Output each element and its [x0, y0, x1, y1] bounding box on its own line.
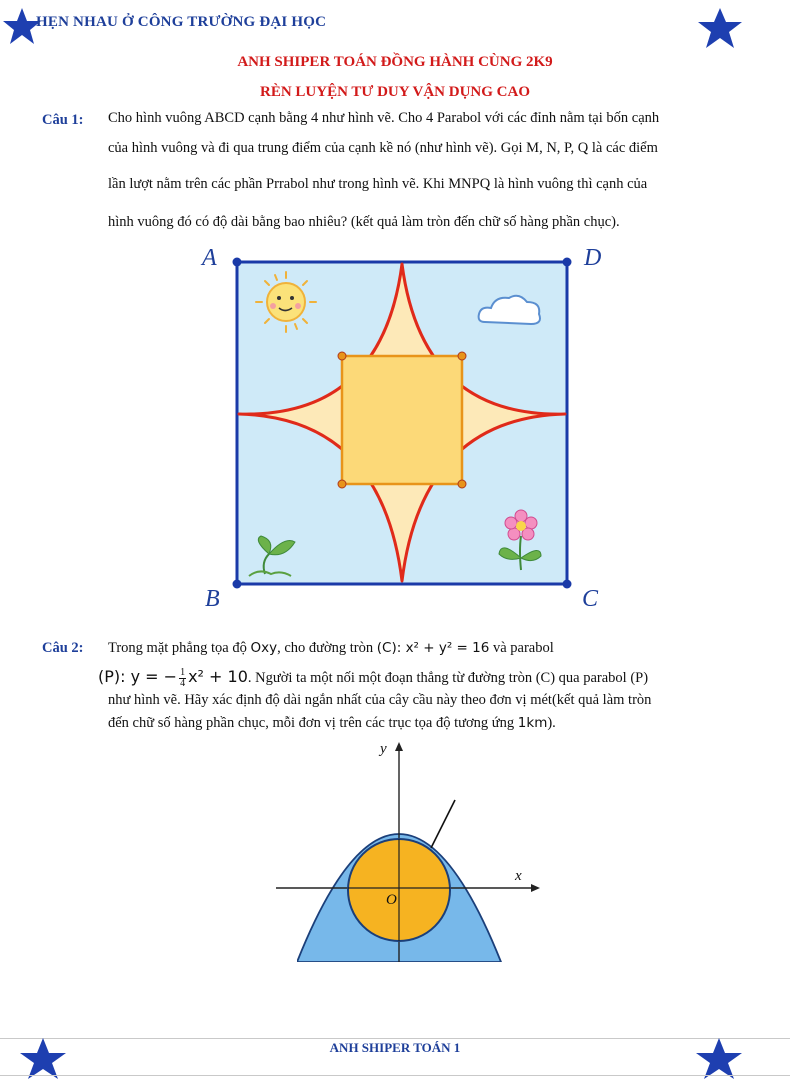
- q2-text-part: . Người ta một nối một đoạn thẳng từ đường tròn (C) qua parabol (P): [247, 670, 649, 686]
- vertex-label-b: B: [205, 586, 220, 612]
- footer-text: ANH SHIPER TOÁN 1: [329, 1040, 461, 1055]
- q2-label: Câu 2:: [42, 640, 84, 656]
- q2-text-part: ).: [547, 715, 556, 731]
- q2-text-part: Trong mặt phẳng tọa độ: [108, 640, 251, 656]
- vertex-label-c: C: [582, 586, 599, 612]
- q2-text-part: đến chữ số hàng phần chục, mỗi đơn vị trên các trục tọa độ tương ứng: [108, 715, 518, 731]
- origin-label: O: [386, 892, 397, 908]
- vertex-label-d: D: [584, 245, 602, 271]
- parabola-equation-end: x² + 10: [188, 667, 248, 686]
- q1-line: của hình vuông và đi qua trung điểm của cạnh kề nó (như hình vẽ). Gọi M, N, P, Q là các điểm: [108, 140, 658, 156]
- point-n: [458, 352, 466, 360]
- square-mnpq: [342, 356, 462, 484]
- point-p: [458, 480, 466, 488]
- point-m: [338, 352, 346, 360]
- point-a: [233, 258, 242, 267]
- unit-text: 1km: [517, 715, 548, 731]
- point-d: [563, 258, 572, 267]
- oxy-text: Oxy: [250, 640, 278, 656]
- star-icon: [690, 1036, 748, 1080]
- q1-label: Câu 1:: [42, 112, 84, 128]
- star-icon: [694, 6, 746, 50]
- q1-figure: [195, 240, 615, 620]
- x-axis-label: x: [515, 868, 522, 884]
- q2-text: [108, 636, 740, 662]
- point-q: [338, 480, 346, 488]
- fraction-numerator: 1: [180, 667, 186, 679]
- q1-line: hình vuông đó có độ dài bằng bao nhiêu? (kết quả làm tròn đến chữ số hàng phần chục).: [108, 214, 620, 230]
- q2-figure: [270, 740, 550, 965]
- title-line-2: RÈN LUYỆN TƯ DUY VẬN DỤNG CAO: [259, 84, 530, 100]
- q2-line-1: [108, 636, 740, 662]
- q1-line: lần lượt nằm trên các phần Prrabol như trong hình vẽ. Khi MNPQ là hình vuông thì cạnh của: [108, 176, 648, 192]
- q2-text-part: và parabol: [489, 640, 554, 656]
- y-axis-arrow-icon: [395, 742, 403, 751]
- q2-line-2: [98, 664, 748, 691]
- point-b: [233, 580, 242, 589]
- fraction-denominator: 4: [180, 678, 186, 690]
- circle-equation: (C): x² + y² = 16: [376, 640, 490, 656]
- parabola-equation-start: (P): y = −: [98, 667, 178, 686]
- point-c: [563, 580, 572, 589]
- fraction: [179, 668, 186, 689]
- q2-line-3: như hình vẽ. Hãy xác định độ dài ngắn nhất của cây cầu này theo đơn vị mét(kết quả làm tròn: [108, 692, 652, 708]
- vertex-label-a: A: [202, 245, 217, 271]
- q1-text: [108, 104, 740, 240]
- q2-text-part: , cho đường tròn: [277, 640, 377, 656]
- bridge-segment: [431, 800, 455, 848]
- x-axis-arrow-icon: [531, 884, 540, 892]
- title-line-1: ANH SHIPER TOÁN ĐỒNG HÀNH CÙNG 2K9: [237, 54, 553, 70]
- q1-line: Cho hình vuông ABCD cạnh bằng 4 như hình vẽ. Cho 4 Parabol với các đỉnh nằm tại bốn cạnh: [108, 110, 660, 126]
- footer-rule: [0, 1038, 790, 1039]
- q2-line-4: [108, 715, 748, 732]
- footer-rule-bottom: [0, 1075, 790, 1076]
- y-axis-label: y: [380, 741, 387, 757]
- header-text: HẸN NHAU Ở CÔNG TRƯỜNG ĐẠI HỌC: [36, 14, 327, 30]
